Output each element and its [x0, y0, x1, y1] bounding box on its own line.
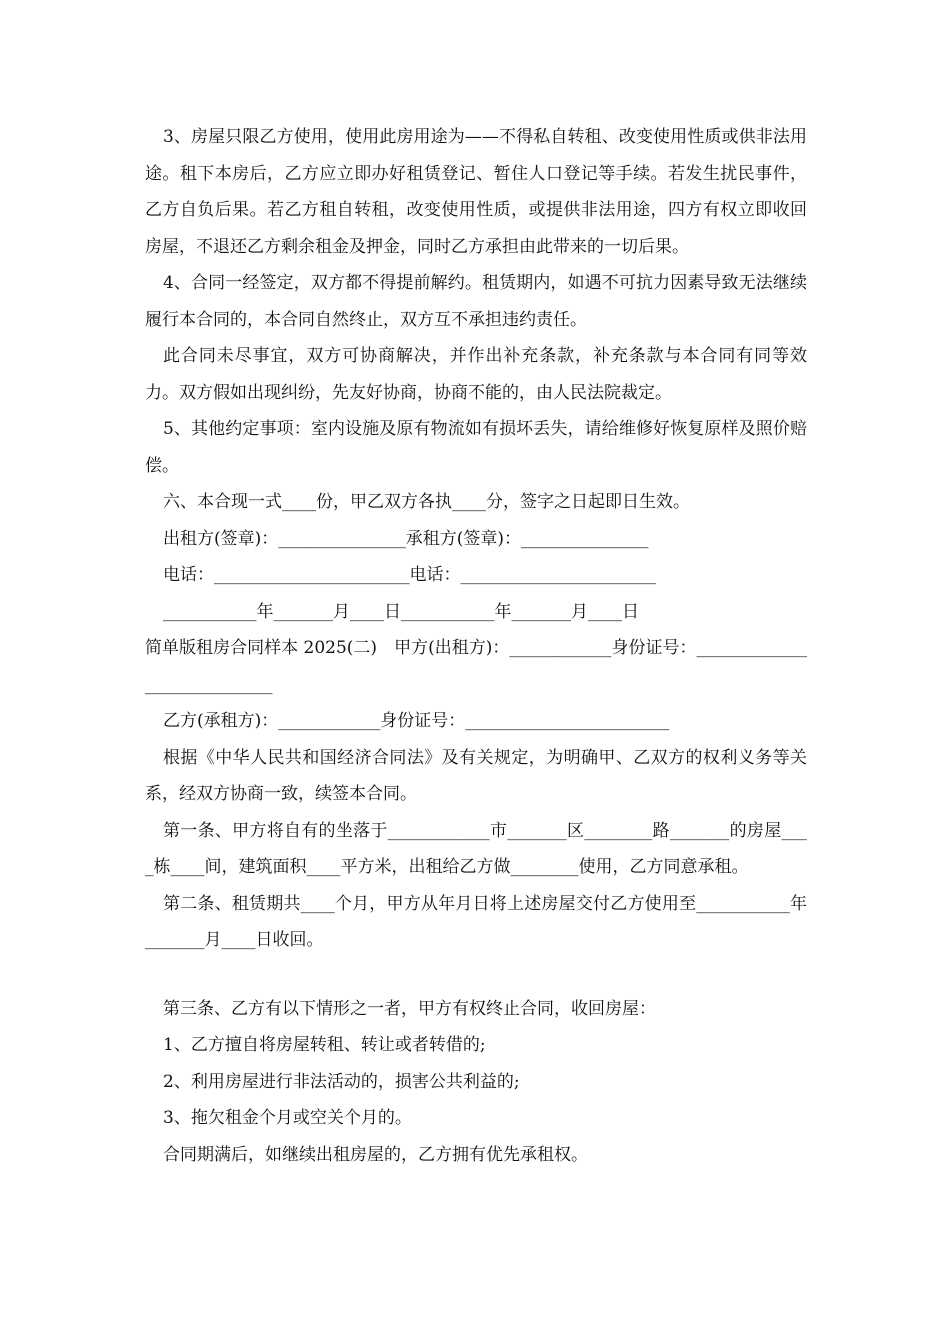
copies-paragraph: 六、本合现一式____份，甲乙双方各执____分，签字之日起即日生效。 [163, 492, 690, 512]
supplementary-terms-paragraph: 此合同未尽事宜，双方可协商解决，并作出补充条款，补充条款与本合同有同等效力。双方假如出现纠纷，先友好协商，协商不能的，由人民法院裁定。 [145, 346, 807, 403]
document-body [145, 119, 807, 1173]
article-3-item-1: 1、乙方擅自将房屋转租、转让或者转借的; [163, 1035, 486, 1055]
article-3-item-2: 2、利用房屋进行非法活动的，损害公共利益的; [163, 1071, 520, 1092]
article-2-paragraph: 第二条、租赁期共____个月，甲方从年月日将上述房屋交付乙方使用至___________年_______月____日收回。 [145, 893, 807, 950]
article-3-paragraph: 第三条、乙方有以下情形之一者，甲方有权终止合同，收回房屋： [163, 998, 656, 1019]
clause-3-paragraph: 3、房屋只限乙方使用，使用此房用途为——不得私自转租、改变使用性质或供非法用途。租下本房后，乙方应立即办好租赁登记、暂住人口登记等手续。若发生扰民事件，乙方自负后果。若乙方租自转租，改变使用性质，或提供非法用途，四方有权立即收回房屋，不退还乙方剩余租金及押金，同时乙方承担由此带来的一切后果。 [145, 127, 807, 257]
preamble-paragraph: 根据《中华人民共和国经济合同法》及有关规定，为明确甲、乙双方的权利义务等关系，经双方协商一致，续签本合同。 [145, 747, 807, 804]
signature-line: 出租方(签章)：_______________承租方(签章)：_______________ [163, 528, 649, 549]
party-b-line: 乙方(承租方)：____________身份证号：________________________ [163, 711, 670, 731]
clause-4-paragraph: 4、合同一经签定，双方都不得提前解约。租赁期内，如遇不可抗力因素导致无法继续履行本合同的，本合同自然终止，双方互不承担违约责任。 [145, 273, 807, 330]
spacer [145, 959, 807, 991]
phone-line: 电话：_______________________电话：_______________________ [163, 565, 656, 585]
date-line: ___________年_______月____日___________年_______月____日 [163, 601, 639, 622]
renewal-priority-paragraph: 合同期满后，如继续出租房屋的，乙方拥有优先承租权。 [163, 1144, 588, 1165]
article-3-item-3: 3、拖欠租金个月或空关个月的。 [163, 1108, 412, 1128]
clause-5-paragraph: 5、其他约定事项：室内设施及原有物流如有损坏丢失，请给维修好恢复原样及照价赔偿。 [145, 419, 807, 476]
contract-two-heading-line: 简单版租房合同样本 2025(二) 甲方(出租方)：____________身份证号：____________________________ [145, 638, 807, 695]
article-1-paragraph: 第一条、甲方将自有的坐落于____________市_______区________路_______的房屋____栋____间，建筑面积____平方米，出租给乙方做________使用，乙方同意承租。 [145, 820, 807, 877]
